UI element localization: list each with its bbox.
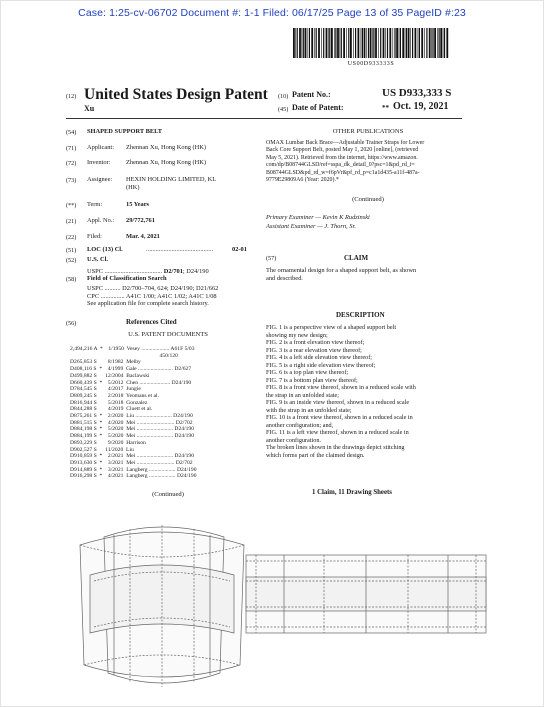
code-12: (12) (66, 93, 77, 100)
claim-title: CLAIM (344, 254, 369, 262)
barcode-bar (331, 28, 333, 58)
search-line: USPC .......... D2/700–704, 624; D24/190; D21/662 (87, 285, 219, 292)
reference-row: D499,882 S 12/2004 Baclawski (70, 372, 150, 379)
field-label: Appl. No.: (87, 217, 115, 224)
field-code: (**) (66, 202, 77, 209)
reference-row: D884,199 S * 5/2020 Mei .......................... D24/190 (70, 433, 194, 440)
case-header: Case: 1:25-cv-06702 Document #: 1-1 Filed: 06/17/25 Page 13 of 35 PageID #:23 (78, 7, 466, 19)
reference-row: 2,494,216 A * 1/1950 Vesey .................... A61F 5/03 (70, 346, 195, 352)
barcode-bar (370, 28, 372, 58)
field-value: Mar. 4, 2021 (126, 233, 160, 240)
description-line: which forms part of the claimed design. (266, 451, 365, 459)
barcode-bar (421, 28, 423, 58)
description-line: with the strap in an unfolded state; (266, 406, 352, 414)
barcode-bar (439, 28, 440, 58)
field-value: Zhennan Xu, Hong Kong (HK) (126, 144, 207, 151)
search-line: CPC ............... A41C 1/00; A41C 1/02; A41C 1/08 (87, 292, 217, 300)
refs-code: (56) (66, 320, 77, 327)
claim-code: (57) (266, 255, 277, 262)
barcode-bar (334, 28, 335, 58)
reference-row: D408,116 S * 4/1999 Gale ......................... D2/627 (70, 366, 192, 373)
barcode-bar (303, 28, 304, 58)
field-code: (71) (66, 145, 77, 152)
other-pubs (266, 140, 424, 184)
barcode-bar (426, 28, 427, 58)
field-label: Inventor: (87, 159, 111, 166)
barcode-bar (346, 28, 347, 58)
barcode-bar (400, 28, 401, 58)
barcode-bar (302, 28, 303, 58)
barcode-bar (443, 28, 444, 58)
search-line: See application file for complete search history. (87, 300, 209, 307)
barcode-bar (383, 28, 385, 58)
uspc-dots: .................................... (104, 268, 163, 275)
description-line: another configuration; and, (266, 421, 334, 429)
claim-line: The ornamental design for a shaped support belt, as shown (266, 267, 417, 274)
reference-row: D914,889 S * 3/2021 Langberg ................... D24/190 (70, 466, 197, 473)
barcode-bar (437, 28, 438, 58)
barcode-bar (316, 28, 317, 58)
barcode-bar (361, 28, 362, 58)
other-pub-line: 9779E29809A6 (Year: 2020).* (266, 177, 339, 184)
description-line: The broken lines shown in the drawings depict stitching (266, 444, 405, 451)
barcode-bar (368, 28, 369, 58)
description-text (266, 324, 416, 459)
barcode-bar (309, 28, 310, 58)
uspc-value: D2/701 (163, 268, 183, 275)
inventor-short: Xu (84, 104, 95, 113)
claims-summary: 1 Claim, 11 Drawing Sheets (312, 489, 392, 496)
barcode-bar (434, 28, 436, 58)
date-label: Date of Patent: (292, 103, 344, 112)
header-rule (66, 118, 462, 119)
other-pubs-title: OTHER PUBLICATIONS (332, 128, 404, 135)
field-value: Zhennan Xu, Hong Kong (HK) (126, 159, 207, 166)
claim-text (266, 267, 416, 282)
other-pub-line: May 5, 2021). Retrieved from the internet, https://www.amazon. (266, 154, 418, 161)
field-value: 02-01 (232, 246, 247, 253)
primary-examiner: Primary Examiner — Kevin K Rudzinski (266, 214, 370, 221)
belt-perspective-drawing (74, 505, 250, 695)
barcode-bar (396, 28, 398, 58)
reference-row: D816,944 S 5/2018 Gonzalez (70, 399, 148, 406)
reference-row: D809,245 S 2/2018 Yeomans et al. (70, 392, 159, 399)
barcode-bar (337, 28, 339, 58)
reference-row: D913,630 S * 3/2021 Mei ........................... D2/702 (70, 459, 193, 466)
barcode-bar (321, 28, 322, 58)
barcode-bar (329, 28, 330, 58)
barcode-bar (340, 28, 341, 58)
field-label: SHAPED SUPPORT BELT (87, 128, 163, 135)
barcode-bar (358, 28, 360, 58)
barcode-bar (408, 28, 410, 58)
reference-row: D844,288 S 4/2019 Cluett et al. (70, 406, 153, 413)
description-line: FIG. 10 is a front view thereof, shown in a reduced scale in (266, 414, 413, 421)
barcode-bar (419, 28, 420, 58)
barcode-bar (402, 28, 404, 58)
field-label: U.S. Cl. (87, 256, 108, 263)
field-value: HEXIN HOLDING LIMITED, KL (126, 176, 217, 183)
other-pub-line: B08744GLSD&pd_rd_w=f6pVr&pf_rd_p=c1a1d435-a11f-487a- (266, 169, 420, 176)
field-code: (58) (66, 276, 77, 283)
field-label: Filed: (87, 233, 102, 240)
barcode-bar (389, 28, 391, 58)
field-code: (73) (66, 177, 77, 184)
date-of-patent: Oct. 19, 2021 (393, 101, 449, 112)
barcode-bar (394, 28, 395, 58)
barcode-bar (355, 28, 356, 58)
uspc-line (87, 268, 209, 276)
barcode-bar (364, 28, 366, 58)
claim-line: and described. (266, 274, 303, 282)
barcode-bar (429, 28, 431, 58)
barcode-bar (362, 28, 363, 58)
search-lines (87, 285, 218, 308)
other-pub-line: com/dp/B08744GLSD/ref=sspa_dk_detail_0?psc=1&pd_rd_i= (266, 162, 415, 169)
refs-subtitle: U.S. PATENT DOCUMENTS (128, 331, 208, 338)
barcode-bar (335, 28, 336, 58)
code-45: (45) (278, 106, 289, 113)
description-line: FIG. 11 is a left view thereof, shown in a reduced scale in (266, 429, 409, 436)
description-line: another configuration. (266, 436, 321, 444)
belt-unfolded-drawing (244, 543, 490, 643)
barcode-bar (432, 28, 433, 58)
barcode-number: US00D933333S (347, 61, 395, 67)
barcode-bar (375, 28, 377, 58)
other-pubs-continued: (Continued) (352, 196, 384, 203)
barcode-bar (440, 28, 442, 58)
field-code: (72) (66, 160, 77, 167)
field-value-2: (HK) (126, 184, 140, 191)
description-line: FIG. 3 is a rear elevation view thereof; (266, 346, 362, 354)
reference-row: D265,853 S 8/1982 Melby (70, 359, 141, 366)
barcode-bar (343, 28, 345, 58)
reference-row: D910,859 S * 2/2021 Mei .......................... D24/190 (70, 453, 194, 460)
reference-row: 450/120 (70, 352, 178, 359)
barcode (293, 28, 449, 58)
reference-row: D902,527 S 11/2020 Liu (70, 446, 134, 453)
reference-row: D784,545 S 4/2017 Jungie (70, 386, 141, 393)
description-line: the strap in an unfolded state; (266, 391, 340, 399)
field-label: Field of Classification Search (87, 275, 167, 282)
refs-continued: (Continued) (152, 491, 184, 498)
patent-number: US D933,333 S (382, 87, 452, 99)
barcode-bar (424, 28, 425, 58)
field-label: LOC (13) Cl. (87, 246, 123, 253)
barcode-bar (418, 28, 419, 58)
barcode-bar (378, 28, 379, 58)
barcode-bar (314, 28, 315, 58)
barcode-bar (372, 28, 373, 58)
field-code: (22) (66, 234, 77, 241)
uspc-label: USPC (87, 268, 103, 275)
barcode-bar (305, 28, 307, 58)
barcode-bar (328, 28, 329, 58)
barcode-bar (366, 28, 367, 58)
barcode-bar (307, 28, 308, 58)
barcode-bar (399, 28, 400, 58)
description-line: FIG. 5 is a right side elevation view thereof; (266, 361, 376, 369)
code-10: (10) (278, 93, 289, 100)
barcode-bar (412, 28, 413, 58)
barcode-bar (323, 28, 324, 58)
reference-row: D893,229 S 9/2020 Harrison (70, 439, 146, 446)
date-marker: ** (382, 104, 389, 112)
barcode-bar (380, 28, 381, 58)
barcode-bar (405, 28, 406, 58)
reference-row: D884,198 S * 5/2020 Mei .......................... D24/190 (70, 426, 194, 433)
refs-table (70, 346, 197, 480)
description-line: FIG. 7 is a bottom plan view thereof; (266, 376, 358, 384)
description-line: FIG. 8 is a front view thereof, shown in a reduced scale with (266, 384, 416, 391)
barcode-bar (446, 28, 448, 58)
barcode-bar (293, 28, 295, 58)
reference-row: D881,515 S * 4/2020 Mei ........................... D2/702 (70, 419, 193, 426)
barcode-bar (297, 28, 298, 58)
barcode-bar (353, 28, 354, 58)
patent-title: United States Design Patent (84, 86, 268, 103)
barcode-bar (385, 28, 386, 58)
field-code: (52) (66, 257, 77, 264)
barcode-bar (444, 28, 445, 58)
field-value: 15 Years (126, 201, 150, 208)
reference-row: D875,261 S * 2/2020 Liu .......................... D24/190 (70, 413, 193, 420)
description-line: FIG. 6 is a top plan view thereof; (266, 369, 349, 376)
field-code: (54) (66, 129, 77, 136)
barcode-bar (431, 28, 432, 58)
field-label: Term: (87, 201, 103, 208)
barcode-bar (326, 28, 328, 58)
field-value: 29/772,761 (126, 217, 155, 224)
description-line: FIG. 4 is a left side elevation view thereof; (266, 354, 373, 361)
barcode-bar (311, 28, 313, 58)
field-label: Applicant: (87, 144, 114, 151)
barcode-bar (415, 28, 417, 58)
barcode-bar (348, 28, 349, 58)
barcode-bar (410, 28, 411, 58)
loc-dots: .......................................... (146, 246, 214, 253)
description-line: FIG. 2 is a front elevation view thereof; (266, 339, 365, 346)
barcode-bar (295, 28, 296, 58)
description-line: FIG. 9 is an inside view thereof, shown in a reduced scale (266, 399, 410, 406)
uspc-value2: ; D24/190 (182, 268, 209, 275)
field-label: Assignee: (87, 176, 113, 183)
field-code: (21) (66, 218, 77, 225)
reference-row: D660,439 S * 5/2012 Chen ...................... D24/190 (70, 379, 192, 386)
barcode-bar (350, 28, 352, 58)
barcode-bar (393, 28, 394, 58)
other-pub-line: OMAX Lumbar Back Brace—Adjustable Trainer Straps for Lower (266, 140, 425, 146)
refs-title: References Cited (126, 318, 177, 326)
description-title: DESCRIPTION (336, 311, 385, 319)
description-line: showing my new design; (266, 331, 328, 339)
patent-no-label: Patent No.: (292, 90, 331, 99)
description-line: FIG. 1 is a perspective view of a shaped support belt (266, 324, 397, 331)
reference-row: D916,298 S * 4/2021 Langberg ................... D24/190 (70, 473, 197, 480)
barcode-bar (387, 28, 388, 58)
other-pub-line: Back Core Support Belt, posted May 1, 2020 [online], (retrieved (266, 147, 419, 154)
barcode-bar (299, 28, 301, 58)
barcode-bar (373, 28, 374, 58)
field-code: (51) (66, 247, 77, 254)
barcode-bar (406, 28, 407, 58)
barcode-bar (318, 28, 320, 58)
barcode-bar (341, 28, 342, 58)
assistant-examiner: Assistant Examiner — J. Thorn, Sr. (266, 223, 356, 230)
